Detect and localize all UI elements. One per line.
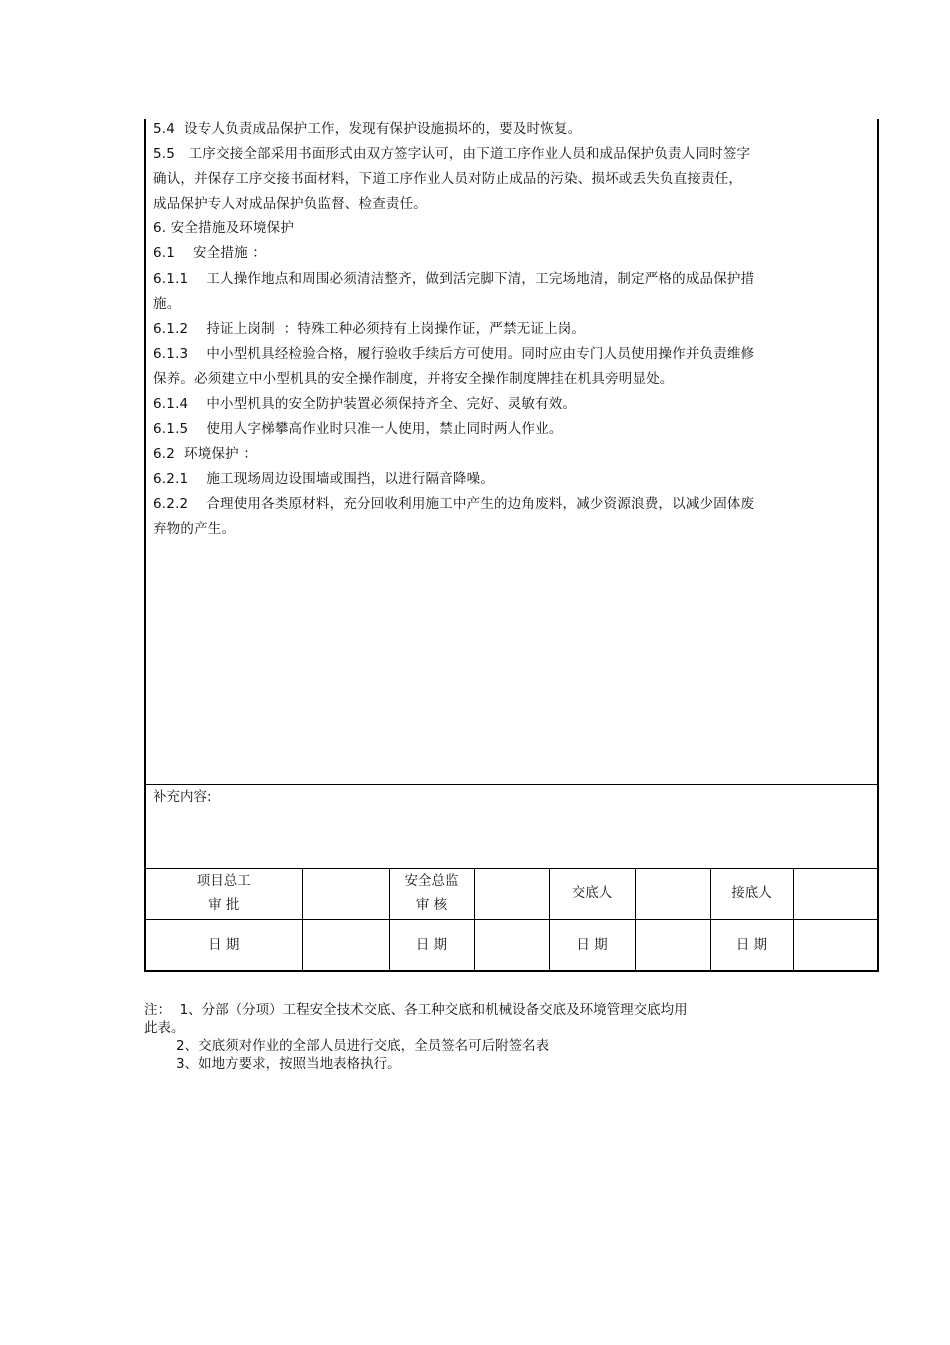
date-label: 日 期 (146, 919, 302, 970)
date-cell[interactable] (302, 919, 389, 970)
content-line: 确认，并保存工序交接书面材料，下道工序作业人员对防止成品的污染、损坏或丢失负直接责任， (153, 171, 743, 187)
note-line: 此表。 (144, 1020, 185, 1036)
disclosure-form (144, 119, 879, 972)
safety-supervisor-title: 安全总监 (404, 873, 459, 890)
chief-engineer-label (146, 868, 302, 919)
content-line: 6.1.5 使用人字梯攀高作业时只准一人使用，禁止同时两人作业。 (153, 421, 563, 437)
content-line: 5.5 工序交接全部采用书面形式由双方签字认可，由下道工序作业人员和成品保护负责人同时签字 (153, 146, 751, 162)
date-label: 日 期 (710, 919, 793, 970)
chief-engineer-title: 项目总工 (196, 873, 251, 890)
review-label: 审 核 (415, 897, 448, 914)
date-label: 日 期 (389, 919, 474, 970)
content-line: 成品保护专人对成品保护负监督、检查责任。 (153, 196, 427, 212)
content-line: 6.1.2 持证上岗制 ：特殊工种必须持有上岗操作证，严禁无证上岗。 (153, 321, 586, 337)
supplement-label: 补充内容: (153, 789, 212, 805)
receiver-signature-cell[interactable] (793, 868, 879, 919)
chief-engineer-signature-cell[interactable] (302, 868, 389, 919)
content-line: 6.2 环境保护 ： (153, 446, 258, 462)
section-heading: 6. 安全措施及环境保护 (153, 220, 295, 236)
content-area (146, 119, 877, 785)
date-cell[interactable] (635, 919, 710, 970)
notes (144, 1001, 764, 1073)
approve-label: 审 批 (208, 897, 240, 914)
note-line: 注： 1、分部（分项）工程安全技术交底、各工种交底和机械设备交底及环境管理交底均用 (144, 1002, 688, 1018)
discloser-signature-cell[interactable] (635, 868, 710, 919)
date-label: 日 期 (549, 919, 635, 970)
content-line: 保养。必须建立中小型机具的安全操作制度，并将安全操作制度牌挂在机具旁明显处。 (153, 371, 674, 387)
content-line: 6.1.3 中小型机具经检验合格，履行验收手续后方可使用。同时应由专门人员使用操作并负责维修 (153, 346, 755, 362)
date-cell[interactable] (474, 919, 549, 970)
discloser-label: 交底人 (549, 868, 635, 919)
content-line: 6.1.4 中小型机具的安全防护装置必须保持齐全、完好、灵敏有效。 (153, 396, 577, 412)
content-line: 施。 (153, 296, 181, 312)
content-line: 6.2.1 施工现场周边设围墙或围挡，以进行隔音降噪。 (153, 471, 495, 487)
content-line: 6.2.2 合理使用各类原材料，充分回收利用施工中产生的边角废料，减少资源浪费，以减少固体废 (153, 496, 755, 512)
note-line: 3、如地方要求，按照当地表格执行。 (176, 1056, 401, 1072)
safety-supervisor-signature-cell[interactable] (474, 868, 549, 919)
receiver-label: 接底人 (710, 868, 793, 919)
content-line: 6.1.1 工人操作地点和周围必须清洁整齐，做到活完脚下清，工完场地清，制定严格的成品保护措 (153, 271, 755, 287)
note-line: 2、交底须对作业的全部人员进行交底，全员签名可后附签名表 (176, 1038, 550, 1054)
content-line: 6.1 安全措施 ： (153, 245, 267, 261)
safety-supervisor-label (389, 868, 474, 919)
content-line: 5.4 设专人负责成品保护工作，发现有保护设施损坏的，要及时恢复。 (153, 121, 582, 137)
date-cell[interactable] (793, 919, 879, 970)
content-line: 弃物的产生。 (153, 521, 236, 537)
signoff-table (146, 868, 879, 970)
divider (146, 784, 877, 785)
